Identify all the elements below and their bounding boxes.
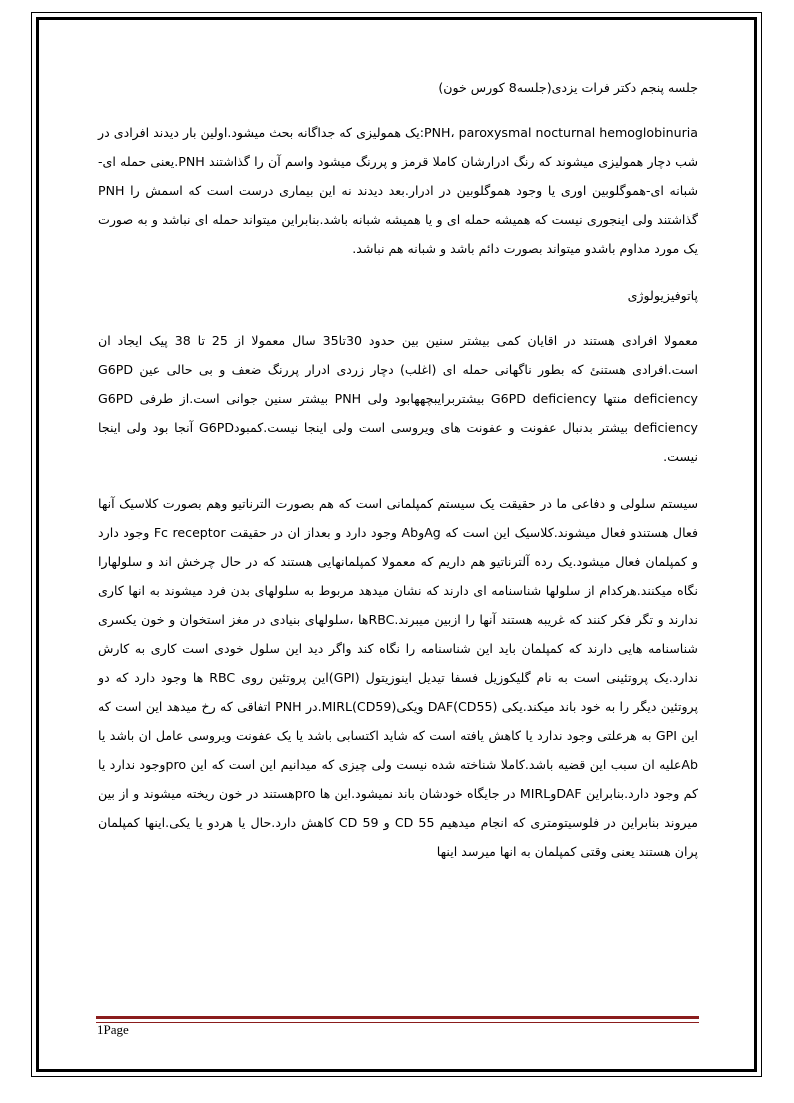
- paragraph-complement-system: سیستم سلولی و دفاعی ما در حقیقت یک سیستم کمپلمانی است که هم بصورت الترناتیو وهم بصورت کلاسیک آنها فعال هستندو فعال میشوند.کلاسیک این است که AgوAb وجود دارد و بعداز ان در حقیقت Fc receptor وجود دارد و کمپلمان فعال میشود.یک رده آلترناتیو هم داریم که معمولا کمپلمانهایی هستند که در حال چرخش اند و سلولهارا نگاه میکنند.هرکدام از سلولها شناسنامه ای دارند که نشان میدهد مربوط به سلولهای بدن فرد میشوند به انها کاری ندارند و تگر فکر کنند که غریبه هستند آنها را ازبین میبرند.RBCها ،سلولهای بنیادی در مغز استخوان و خون یکسری شناسنامه هایی دارند که کمپلمان باید این شناسنامه را نگاه کند واگر دید این سلول خودی است کاری به کارش ندارد.یک پروتئینی است به نام گلیکوزیل فسفا تیدیل اینوزیتول (GPI)این پروتئین روی RBC ها وجود دارد که دو پروتئین دیگر را به خود باند میکند.یکی (DAF(CD55 ویکی(MIRL(CD59.در PNH اتفاقی که رخ میدهد این است که این GPI به هرعلتی وجود ندارد یا کاهش یافته است که شاید اکتسابی باشد یا یک عفونت ویروسی عامل ان باشد یا Abعلیه ان سبب این قضیه باشد.کاملا شناخته شده نیست ولی چیزی که میدانیم این است که این proوجود ندارد یا کم وجود دارد.بنابراین DAFوMIRL در جایگاه خودشان باند نمیشود.این ها proهستند در خون ریخته میشوند و از بین میروند بنابراین در فلوسیتومتری که انجام میدهیم CD 55 و CD 59 کاهش دارد.حال یا هردو یا یکی.اینها کمپلمان پران هستند یعنی وقتی کمپلمان به انها میرسد اینها: [98, 496, 699, 859]
- page-number: 1Page: [97, 1022, 129, 1037]
- section-heading-pathophysiology: پاتوفیزیولوژی: [627, 288, 698, 303]
- document-title: جلسه پنجم دکتر فرات یزدی(جلسه8 کورس خون): [438, 80, 698, 95]
- paragraph-pnh-intro: PNH، paroxysmal nocturnal hemoglobinuria:یک همولیزی که جداگانه بحث میشود.اولین بار دیدند افرادی در شب دچار همولیزی میشوند که رنگ ادرارشان کاملا قرمز و پررنگ میشود واسم آن را گذاشتند PNH.یعنی حمله ای-شبانه ای-هموگلوبین اوری یا وجود هموگلوبین در ادرار.بعد دیدند نه این بیماری درست است که اسمش را PNH گذاشتند ولی اینجوری نیست که همیشه حمله ای و یا همیشه شبانه باشد.بنابراین میتواند حمله ای نباشد و به صورت یک مورد مداوم باشدو میتواند بصورت دائم باشد و شبانه هم نباشد.: [98, 125, 698, 256]
- footer-divider: [96, 1016, 699, 1023]
- document-body: [98, 73, 698, 884]
- paragraph-pathophysiology: معمولا افرادی هستند در اقایان کمی بیشتر سنین بین حدود 30تا35 سال معمولا از 25 تا 38 پیک ایجاد ان است.افرادی هستنئ که بطور ناگهانی حمله ای (اغلب) دچار زردی ادرار پررنگ ضعف و بی حالی عین G6PD deficiency منتها G6PD deficiency بیشتربرایبچههابود ولی PNH بیشتر سنین جوانی است.از طرفی G6PD deficiency بیشتر بدنبال عفونت و عفونت های ویروسی است ولی اینجا نیست.کمبودG6PD آنجا بود ولی اینجا نیست.: [98, 333, 698, 464]
